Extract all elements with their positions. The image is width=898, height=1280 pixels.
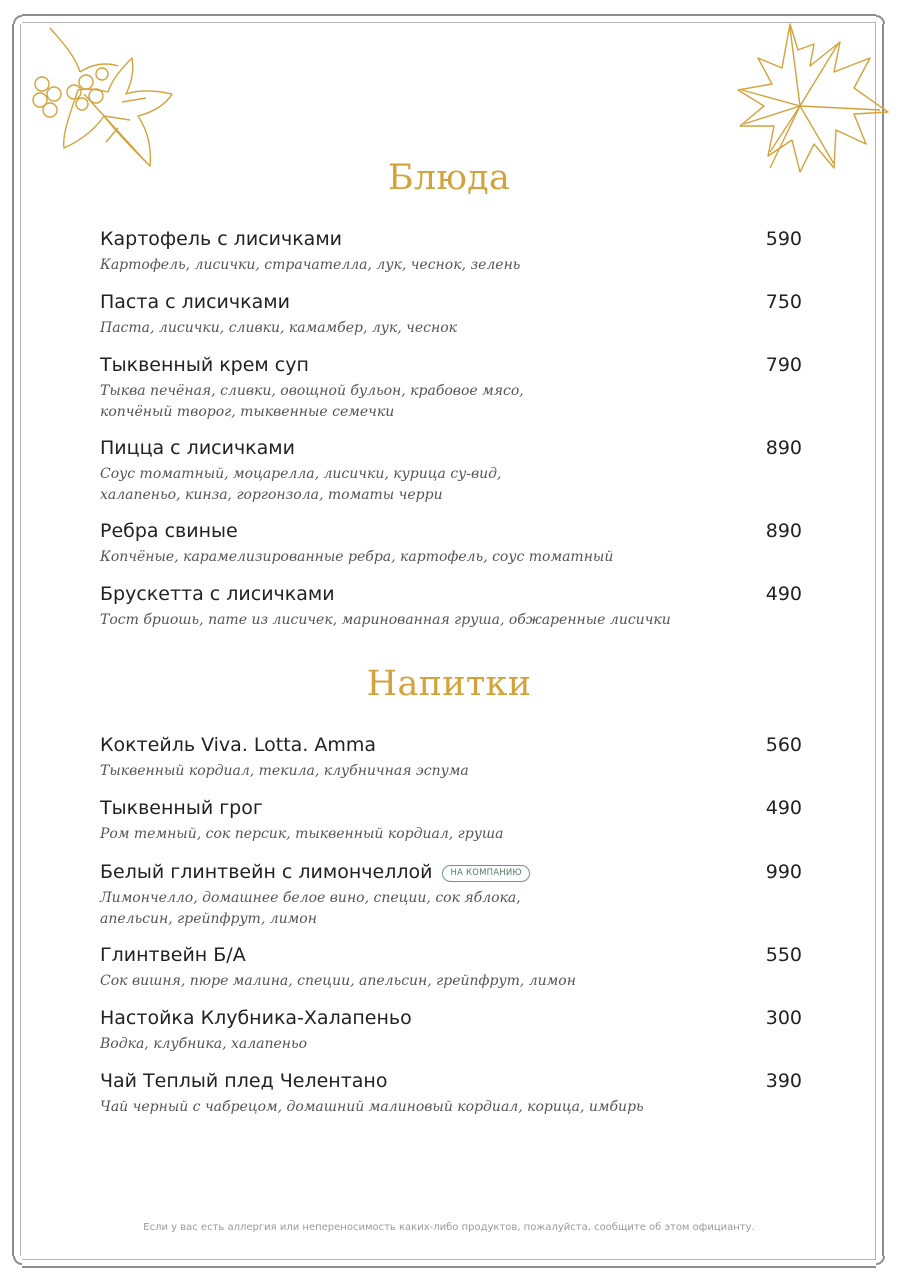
item-description: Чай черный с чабрецом, домашний малиновый кордиал, корица, имбирь: [100, 1099, 644, 1115]
maple-leaf-illustration: [730, 18, 890, 178]
menu-item: [100, 352, 802, 423]
corner-ornament-top-left: [6, 8, 22, 24]
menu-item: [100, 518, 802, 568]
item-name: Брускетта с лисичками: [100, 583, 335, 605]
item-description: Тыква печёная, сливки, овощной бульон, крабовое мясо, копчёный творог, тыквенные семечки: [100, 383, 524, 420]
item-price: 560: [765, 734, 802, 756]
item-name: Ребра свиные: [100, 520, 238, 542]
menu-item: [100, 1068, 802, 1118]
menu-item: [100, 732, 802, 782]
item-name: Настойка Клубника-Халапеньо: [100, 1007, 412, 1029]
allergy-footer-note: Если у вас есть аллергия или непереносимость каких-либо продуктов, пожалуйста, сообщите об этом официанту.: [143, 1222, 755, 1233]
item-price: 390: [765, 1070, 802, 1092]
corner-ornament-bottom-right: [876, 1256, 892, 1272]
item-description: Лимончелло, домашнее белое вино, специи, сок яблока, апельсин, грейпфрут, лимон: [100, 890, 521, 927]
item-price: 550: [765, 944, 802, 966]
item-name: Картофель с лисичками: [100, 228, 342, 250]
menu-item: [100, 226, 802, 276]
item-description: Копчёные, карамелизированные ребра, картофель, соус томатный: [100, 549, 614, 565]
item-price: 490: [765, 797, 802, 819]
item-name: Чай Теплый плед Челентано: [100, 1070, 388, 1092]
menu-item: [100, 289, 802, 339]
item-description: Тост бриошь, пате из лисичек, маринованная груша, обжаренные лисички: [100, 612, 671, 628]
item-name: Пицца с лисичками: [100, 437, 295, 459]
item-description: Водка, клубника, халапеньо: [100, 1036, 308, 1052]
item-price: 890: [765, 437, 802, 459]
item-price: 590: [765, 228, 802, 250]
item-name: Глинтвейн Б/А: [100, 944, 246, 966]
item-description: Паста, лисички, сливки, камамбер, лук, чеснок: [100, 320, 457, 336]
menu-item: [100, 435, 802, 506]
item-name: Коктейль Viva. Lotta. Amma: [100, 734, 377, 756]
item-name: Паста с лисичками: [100, 291, 290, 313]
item-description: Соус томатный, моцарелла, лисички, курица су-вид, халапеньо, кинза, горгонзола, томаты черри: [100, 466, 502, 503]
section-title-drinks: Напитки: [366, 664, 532, 704]
item-name: Белый глинтвейн с лимончеллой: [100, 861, 433, 883]
item-price: 490: [765, 583, 802, 605]
item-price: 890: [765, 520, 802, 542]
menu-item: [100, 859, 802, 930]
menu-item: [100, 795, 802, 845]
item-price: 790: [765, 354, 802, 376]
menu-item: [100, 581, 802, 631]
item-price: 990: [765, 861, 802, 883]
item-description: Сок вишня, пюре малина, специи, апельсин, грейпфрут, лимон: [100, 973, 576, 989]
item-description: Ром темный, сок персик, тыквенный кордиал, груша: [100, 826, 504, 842]
item-price: 750: [765, 291, 802, 313]
group-badge: НА КОМПАНИЮ: [442, 865, 529, 882]
berries-leaf-illustration: [22, 24, 182, 174]
item-price: 300: [765, 1007, 802, 1029]
item-name: Тыквенный грог: [100, 797, 263, 819]
menu-item: [100, 1005, 802, 1055]
item-name: Тыквенный крем суп: [100, 354, 309, 376]
menu-item: [100, 942, 802, 992]
item-description: Тыквенный кордиал, текила, клубничная эспума: [100, 763, 469, 779]
item-description: Картофель, лисички, страчателла, лук, чеснок, зелень: [100, 257, 521, 273]
section-title-dishes: Блюда: [387, 158, 511, 198]
corner-ornament-bottom-left: [6, 1256, 22, 1272]
